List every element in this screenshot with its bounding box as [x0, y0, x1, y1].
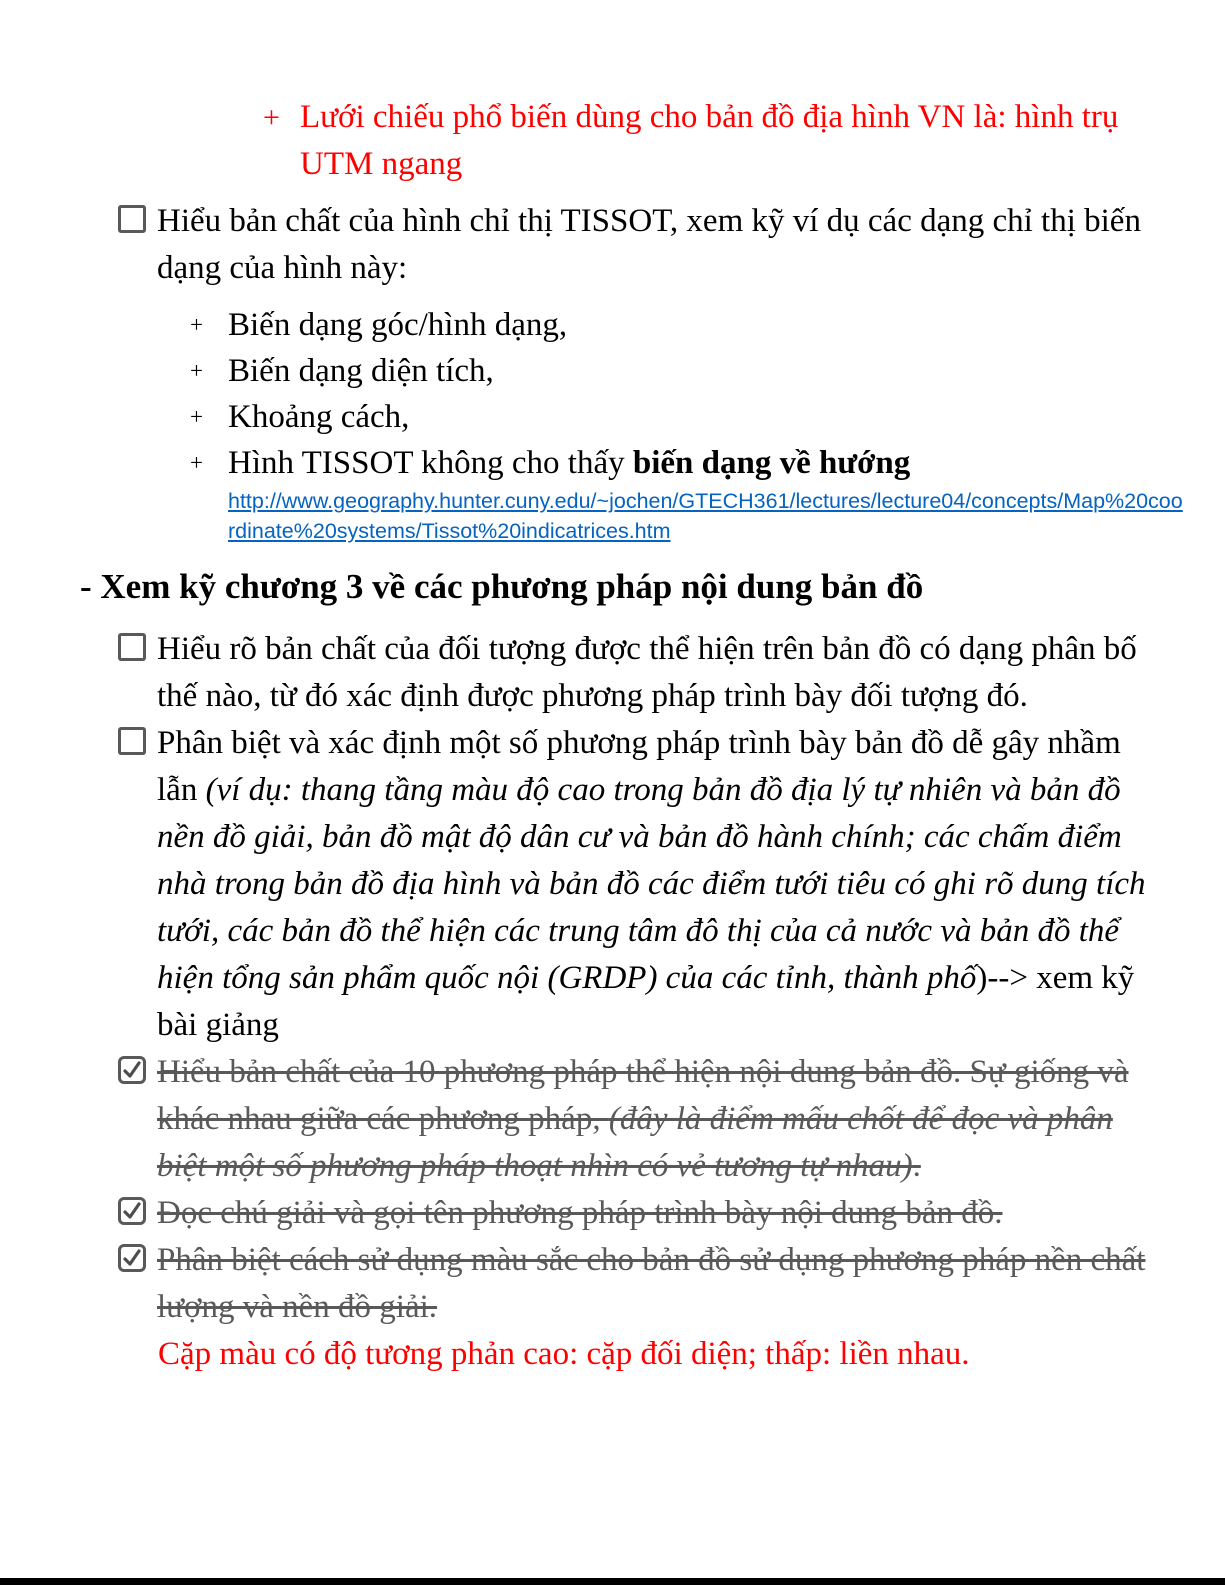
tissot-indicatrices-link[interactable]: http://www.geography.hunter.cuny.edu/~jochen/GTECH361/lectures/lecture04/concepts/Map%20coordinate%20systems/Tissot%20indicatrices.htm [228, 489, 1183, 543]
checkbox-checked-icon[interactable] [118, 1197, 146, 1225]
plus-bullet-marker: + [190, 358, 203, 383]
checkbox-unchecked-icon[interactable] [118, 727, 146, 755]
plus-bullet-marker: + [190, 450, 203, 475]
checkmark-icon [121, 1200, 143, 1222]
checkbox-unchecked-icon[interactable] [118, 633, 146, 661]
checklist-item [157, 626, 1165, 720]
tissot-sub-list [0, 302, 1225, 486]
list-item [190, 302, 1225, 348]
red-note-contrast: Cặp màu có độ tương phản cao: cặp đối diện; thấp: liền nhau. [158, 1336, 970, 1372]
red-note-projection [263, 94, 1155, 188]
checklist-item-text: Hiểu bản chất của 10 phương pháp thể hiện nội dung bản đồ. Sự giống và khác nhau giữa các phương pháp, [157, 1054, 1129, 1137]
list-item-text: Biến dạng diện tích, [228, 353, 494, 389]
checklist-item-text: Hiểu rõ bản chất của đối tượng được thể hiện trên bản đồ có dạng phân bố thế nào, từ đó xác định được phương pháp trình bày đối tượng đó. [157, 631, 1137, 714]
plus-bullet-marker: + [190, 312, 203, 337]
checklist-item-text: Phân biệt cách sử dụng màu sắc cho bản đồ sử dụng phương pháp nền chất lượng và nền đồ giải. [157, 1242, 1146, 1325]
checklist-item-text: Hiểu bản chất của hình chỉ thị TISSOT, xem kỹ ví dụ các dạng chỉ thị biến dạng của hình này: [157, 203, 1141, 286]
checklist-item-done [157, 1049, 1165, 1190]
bottom-edge-bar [0, 1578, 1225, 1585]
list-item-text: Biến dạng góc/hình dạng, [228, 307, 568, 343]
checklist-item-text: Phân biệt và xác định một số phương pháp trình bày bản đồ dễ gây nhầm lẫn [157, 725, 1121, 808]
checklist-item-text: )--> xem kỹ bài giảng [157, 960, 1135, 1043]
list-item-text: Khoảng cách, [228, 399, 410, 435]
link-block [228, 486, 1186, 546]
list-item [190, 440, 1225, 486]
checklist-item-done [157, 1190, 1165, 1237]
checkbox-checked-icon[interactable] [118, 1056, 146, 1084]
list-item [190, 394, 1225, 440]
checkmark-icon [121, 1059, 143, 1081]
checkbox-checked-icon[interactable] [118, 1244, 146, 1272]
section-heading: - Xem kỹ chương 3 về các phương pháp nội dung bản đồ [80, 567, 924, 606]
checklist-item-text: . [912, 1148, 921, 1184]
checklist-item [157, 720, 1165, 1049]
checklist-item-text: Đọc chú giải và gọi tên phương pháp trình bày nội dung bản đồ. [157, 1195, 1003, 1231]
list-item [190, 348, 1225, 394]
checklist-item-tissot [157, 198, 1165, 292]
checkmark-icon [121, 1247, 143, 1269]
plus-bullet-marker: + [190, 404, 203, 429]
red-note-text: Lưới chiếu phổ biến dùng cho bản đồ địa hình VN là: hình trụ UTM ngang [300, 99, 1119, 182]
list-item-bold-text: biến dạng về hướng [632, 445, 911, 481]
checklist-item-italic-text: (đây là điểm mấu chốt để đọc và phân biệt một số phương pháp thoạt nhìn có vẻ tương tự nhau) [157, 1101, 1113, 1184]
list-item-text: Hình TISSOT không cho thấy [228, 445, 633, 481]
plus-bullet-marker: + [263, 101, 280, 134]
checklist-item-italic-text: (ví dụ: thang tầng màu độ cao trong bản đồ địa lý tự nhiên và bản đồ nền đồ giải, bản đồ mật độ dân cư và bản đồ hành chính; các chấm điểm nhà trong bản đồ địa hình và bản đồ các điểm tưới tiêu có ghi rõ dung tích tưới, các bản đồ thể hiện các trung tâm đô thị của cả nước và bản đồ thể hiện tổng sản phẩm quốc nội (GRDP) của các tỉnh, thành phố [157, 772, 1146, 996]
checkbox-unchecked-icon[interactable] [118, 205, 146, 233]
checklist-item-done [157, 1237, 1165, 1331]
